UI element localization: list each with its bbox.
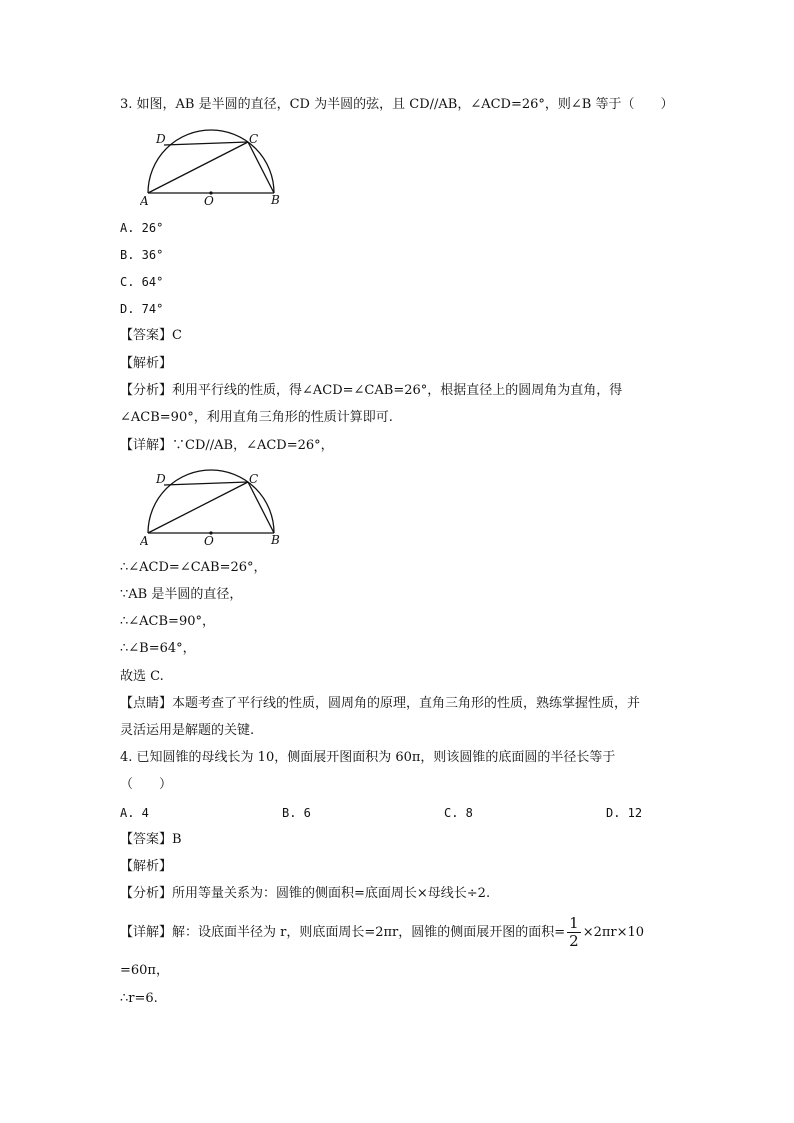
segment-ac xyxy=(148,142,248,193)
label-c: C xyxy=(249,472,259,486)
chord-cd xyxy=(164,142,248,145)
q3-option-a: A. 26° xyxy=(120,221,164,235)
semicircle-figure-1 xyxy=(140,128,290,210)
label-a: A xyxy=(140,194,149,208)
q4-answer: 【答案】B xyxy=(120,832,182,847)
chord-cd xyxy=(164,482,248,485)
fraction-denominator: 2 xyxy=(569,932,579,950)
q4-fenxi: 【分析】所用等量关系为：圆锥的侧面积=底面周长×母线长÷2. xyxy=(120,886,491,901)
label-o: O xyxy=(204,534,214,548)
q4-xiangjie-line1 xyxy=(120,913,644,953)
q3-question: 3. 如图，AB 是半圆的直径，CD 为半圆的弦，且 CD//AB，∠ACD=26°，则∠B 等于（ ） xyxy=(120,97,674,112)
q4-option-b: B. 6 xyxy=(282,806,311,820)
q3-jiexi: 【解析】 xyxy=(120,356,173,371)
q3-dianjing-line2: 灵活运用是解题的关键. xyxy=(120,723,255,738)
segment-cb xyxy=(248,142,274,193)
q3-step1: ∴∠ACD=∠CAB=26°， xyxy=(120,560,267,575)
semicircle-figure-2 xyxy=(140,468,290,550)
q3-choose: 故选 C. xyxy=(120,669,164,684)
q4-line3: ∴r=6. xyxy=(120,991,158,1006)
q3-step4: ∴∠B=64°， xyxy=(120,641,196,656)
label-c: C xyxy=(249,132,259,146)
q4-option-a: A. 4 xyxy=(120,806,149,820)
q3-option-c: C. 64° xyxy=(120,275,164,289)
q3-dianjing-line1: 【点睛】本题考查了平行线的性质，圆周角的原理，直角三角形的性质，熟练掌握性质，并 xyxy=(120,696,641,711)
q4-jiexi: 【解析】 xyxy=(120,859,173,874)
q3-answer: 【答案】C xyxy=(120,328,182,343)
label-o: O xyxy=(204,194,214,208)
label-a: A xyxy=(140,534,149,548)
q4-option-c: C. 8 xyxy=(444,806,473,820)
q3-fenxi-line1: 【分析】利用平行线的性质，得∠ACD=∠CAB=26°，根据直径上的圆周角为直角，得 xyxy=(120,383,623,398)
q3-step2: ∵AB 是半圆的直径， xyxy=(120,587,243,602)
label-b: B xyxy=(271,193,280,207)
label-d: D xyxy=(156,472,166,486)
q4-line2: =60π， xyxy=(120,963,169,978)
segment-ac xyxy=(148,482,248,533)
q4-question: 4. 已知圆锥的母线长为 10，侧面展开图面积为 60π，则该圆锥的底面圆的半径长等于 xyxy=(120,750,616,765)
label-d: D xyxy=(156,132,166,146)
q3-option-d: D. 74° xyxy=(120,302,164,316)
fraction-numerator: 1 xyxy=(569,914,579,932)
q3-option-b: B. 36° xyxy=(120,248,164,262)
q3-step3: ∴∠ACB=90°， xyxy=(120,614,215,629)
q4-xiangjie-pre: 【详解】解：设底面半径为 r，则底面周长=2πr，圆锥的侧面展开图的面积= xyxy=(120,925,566,940)
q3-xiangjie: 【详解】∵CD//AB，∠ACD=26°， xyxy=(120,438,334,453)
q4-option-d: D. 12 xyxy=(606,806,643,820)
q3-fenxi-line2: ∠ACB=90°，利用直角三角形的性质计算即可. xyxy=(120,410,393,425)
q4-xiangjie-post: ×2πr×10 xyxy=(582,925,645,940)
fraction-one-half xyxy=(567,915,581,950)
label-b: B xyxy=(271,533,280,547)
segment-cb xyxy=(248,482,274,533)
q4-paren: （ ） xyxy=(120,777,173,792)
